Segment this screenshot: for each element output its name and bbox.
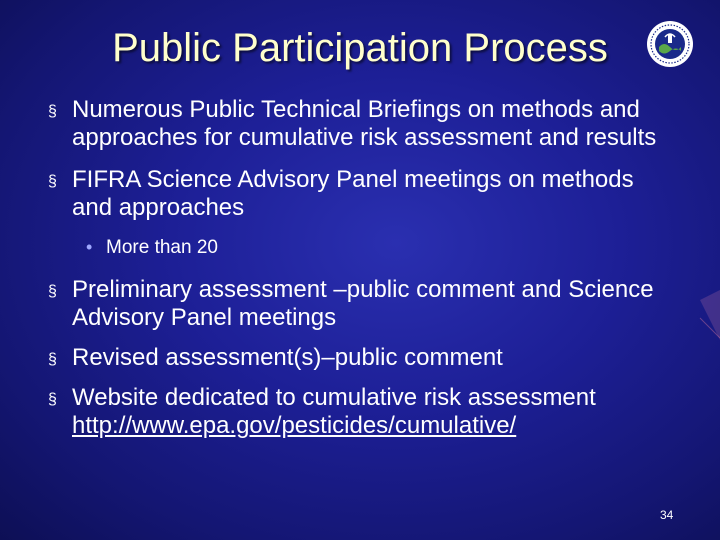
slide-title: Public Participation Process xyxy=(112,26,608,70)
bullet-marker: § xyxy=(48,391,57,408)
sub-bullet-count xyxy=(80,236,668,260)
bullet-website xyxy=(48,384,668,440)
bullet-marker: § xyxy=(48,283,57,300)
sub-bullet-text: More than 20 xyxy=(106,237,218,258)
bullet-text: Numerous Public Technical Briefings on methods and approaches for cumulative risk assessment and results xyxy=(72,96,657,151)
bullet-marker: § xyxy=(48,173,57,190)
website-link[interactable]: http://www.epa.gov/pesticides/cumulative/ xyxy=(72,412,517,439)
sub-bullet-marker: • xyxy=(86,237,93,257)
bullet-text: FIFRA Science Advisory Panel meetings on methods and approaches xyxy=(72,166,634,221)
bullet-text: Revised assessment(s)–public comment xyxy=(72,344,503,371)
bullet-preliminary-assessment xyxy=(48,276,668,332)
bullet-revised-assessment xyxy=(48,344,668,372)
bullet-text: Website dedicated to cumulative risk assessment xyxy=(72,384,596,411)
bullet-marker: § xyxy=(48,103,57,120)
page-number: 34 xyxy=(660,508,674,522)
epa-seal-icon xyxy=(646,20,694,68)
bullet-briefings xyxy=(48,96,668,152)
bullet-sap-meetings xyxy=(48,166,668,222)
bullet-marker: § xyxy=(48,351,57,368)
bullet-text: Preliminary assessment –public comment and Science Advisory Panel meetings xyxy=(72,276,654,331)
bullet-list xyxy=(48,96,668,440)
